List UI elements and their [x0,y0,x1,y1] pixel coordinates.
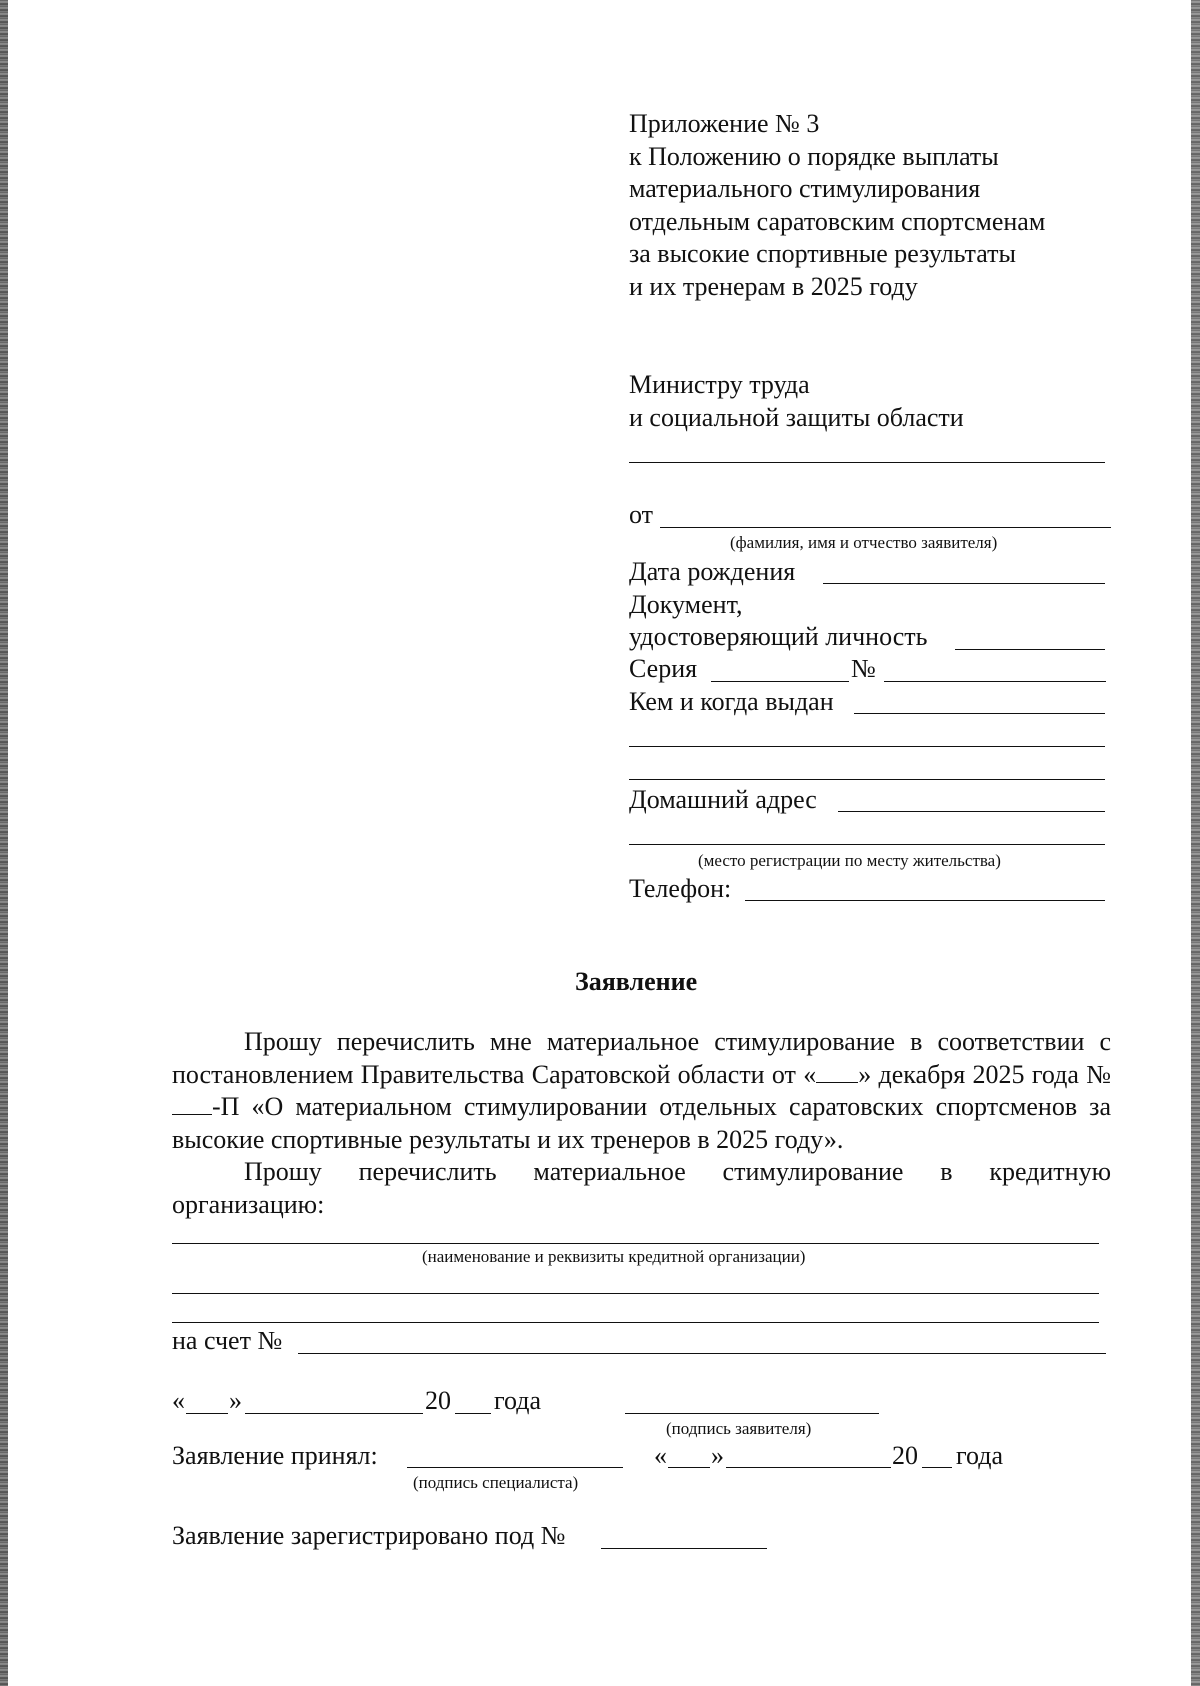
appendix-line-2: к Положению о порядке выплаты [629,142,999,171]
birth-date-line [823,583,1105,584]
statement-paragraph-2: Прошу перечислить материальное стимулирование в кредитную организацию: [172,1157,1111,1219]
series-line [711,681,849,682]
statement-paragraph-1 [172,1026,1111,1156]
date-close-quote: » [229,1386,242,1415]
identity-document-line [955,649,1105,650]
bank-name-line [172,1243,1099,1244]
accepted-open-quote: « [654,1441,667,1470]
applicant-signature-line [625,1413,879,1414]
issued-label: Кем и когда выдан [629,687,834,716]
statement-title: Заявление [575,967,698,996]
phone-line [745,900,1105,901]
registered-label: Заявление зарегистрировано под № [172,1521,566,1550]
appendix-line-4: отдельным саратовским спортсменам [629,207,1046,236]
paragraph-1-part-b: » декабря 2025 года № [858,1059,1111,1089]
date-year-prefix: 20 [425,1386,451,1415]
accepted-day-line [668,1467,710,1468]
birth-date-label: Дата рождения [629,557,796,586]
accepted-year-line [922,1467,952,1468]
issued-line-2 [629,746,1105,747]
date-open-quote: « [172,1386,185,1415]
registration-number-line [601,1548,767,1549]
address-label: Домашний адрес [629,785,817,814]
addressee-line-1: Министру труда [629,370,810,399]
minister-name-line [629,462,1105,463]
number-line [884,681,1106,682]
specialist-signature-caption: (подпись специалиста) [413,1473,579,1492]
document-label-1: Документ, [629,590,743,619]
appendix-line-5: за высокие спортивные результаты [629,239,1016,268]
applicant-name-caption: (фамилия, имя и отчество заявителя) [730,533,998,552]
account-label: на счет № [172,1326,283,1355]
paragraph-1-part-a: Прошу перечислить мне материальное стимулирование в соответствии с постановлением Правительства Саратовской области от « [172,1027,1111,1089]
bank-details-line-1 [172,1293,1099,1294]
accepted-close-quote: » [711,1441,724,1470]
scan-edge-left [0,0,8,1686]
specialist-signature-line [407,1467,623,1468]
from-label: от [629,500,654,529]
addressee-line-2: и социальной защиты области [629,403,964,432]
series-label: Серия [629,654,698,683]
phone-label: Телефон: [629,874,732,903]
scan-edge-right [1191,0,1200,1686]
date-year-line [455,1413,491,1414]
address-caption: (место регистрации по месту жительства) [698,851,1001,870]
bank-details-line-2 [172,1322,1099,1323]
bank-caption: (наименование и реквизиты кредитной организации) [422,1247,806,1266]
date-day-line [186,1413,228,1414]
accepted-year-prefix: 20 [892,1441,918,1470]
date-year-word: года [494,1386,542,1415]
accepted-label: Заявление принял: [172,1441,378,1470]
address-line-1 [838,811,1105,812]
appendix-line-6: и их тренерам в 2025 году [629,272,918,301]
document-label-2: удостоверяющий личность [629,622,928,651]
accepted-month-line [726,1467,891,1468]
appendix-line-1: Приложение № 3 [629,109,820,138]
issued-line-3 [629,779,1105,780]
paragraph-1-part-c: -П «О материальном стимулировании отдельных саратовских спортсменов за высокие спортивные результаты и их тренеров в 2025 году». [172,1092,1111,1154]
decree-number-line [172,1092,212,1115]
issued-line-1 [854,713,1105,714]
accepted-year-word: года [956,1441,1004,1470]
account-number-line [298,1353,1106,1354]
decree-day-line [816,1060,858,1083]
applicant-signature-caption: (подпись заявителя) [666,1419,812,1438]
applicant-name-line [660,527,1111,528]
date-month-line [245,1413,423,1414]
address-line-2 [629,844,1105,845]
appendix-line-3: материального стимулирования [629,174,981,203]
number-label: № [851,654,876,683]
